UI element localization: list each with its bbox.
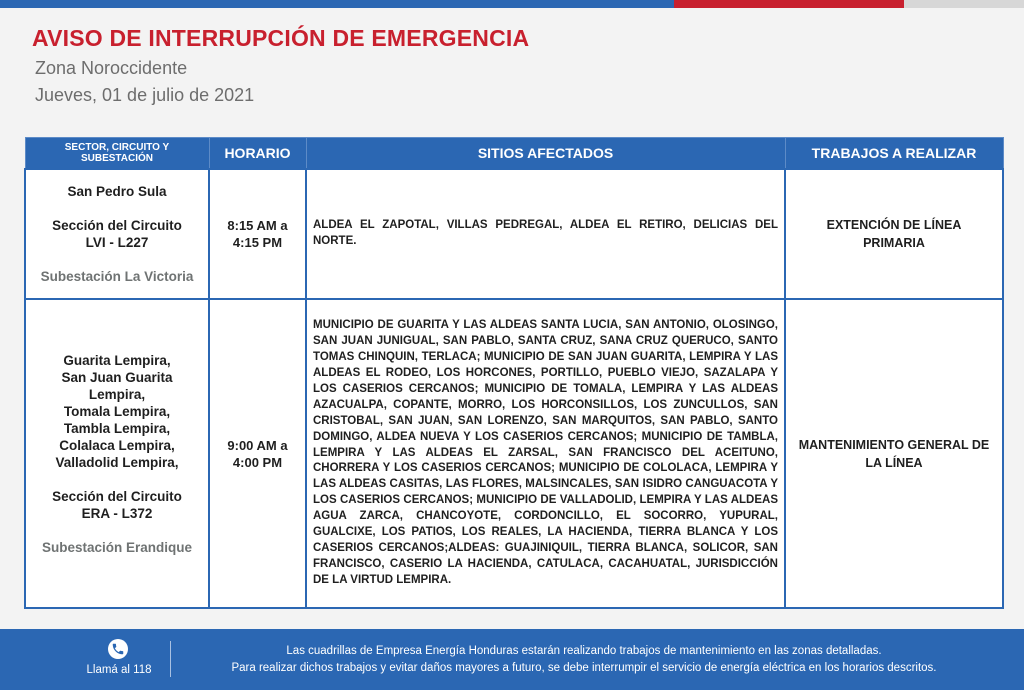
table-header-row [25,138,1003,170]
footer-line-1: Las cuadrillas de Empresa Energía Honduras estarán realizando trabajos de mantenimiento en las zonas detalladas. [286,645,882,657]
work-line-1: MANTENIMIENTO GENERAL DE [798,437,990,452]
works-cell [785,169,1003,299]
sector-name: Valladolid Lempira, [55,454,179,470]
sector-name: Tomala Lempira, [63,403,171,419]
footer-divider [170,641,171,677]
zone-label: Zona Noroccidente [35,58,188,78]
top-accent-bar [0,0,1024,8]
sector-name: San Juan Guarita Lempira, [61,369,173,402]
sector-name: San Pedro Sula [67,184,167,199]
hours-start: 9:00 AM a [227,437,288,453]
sector-cell [25,169,209,299]
phone-icon[interactable] [108,639,128,659]
accent-gray [904,0,1024,8]
notice-date: Jueves, 01 de julio de 2021 [35,85,255,105]
work-line-2: PRIMARIA [863,236,925,250]
work-line-2: LA LÍNEA [865,455,923,470]
col-header-sites: SITIOS AFECTADOS [306,138,785,170]
circuit-label: Sección del Circuito [52,218,182,233]
table-row [25,299,1003,608]
affected-sites: ALDEA EL ZAPOTAL, VILLAS PEDREGAL, ALDEA EL RETIRO, DELICIAS DEL NORTE. [306,169,785,299]
col-header-works: TRABAJOS A REALIZAR [785,138,1003,170]
table-row [25,169,1003,299]
substation-name: Subestación Erandique [41,539,193,555]
hours-end: 4:15 PM [232,235,283,250]
sector-name: Tambla Lempira, [63,420,171,436]
notice-title: AVISO DE INTERRUPCIÓN DE EMERGENCIA [32,25,530,51]
circuit-code: LVI - L227 [85,235,149,250]
call-label[interactable]: Llamá al 118 [86,664,152,676]
sector-name: Colalaca Lempira, [59,437,175,453]
hours-end: 4:00 PM [232,454,283,470]
circuit-label: Sección del Circuito [52,488,182,504]
hours-start: 8:15 AM a [227,218,288,233]
footer-line-2: Para realizar dichos trabajos y evitar daños mayores a futuro, se debe interrumpir el servicio de energía eléctrica en los horarios descritos. [231,662,937,674]
accent-red [674,0,904,8]
accent-blue [0,0,674,8]
circuit-code: ERA - L372 [81,505,153,521]
work-line-1: EXTENCIÓN DE LÍNEA [826,218,962,232]
hours-cell [209,299,306,608]
substation-name: Subestación La Victoria [40,269,194,284]
col-header-hours: HORARIO [209,138,306,170]
interruption-table [24,137,1004,609]
affected-sites: MUNICIPIO DE GUARITA Y LAS ALDEAS SANTA LUCIA, SAN ANTONIO, OLOSINGO, SAN JUAN JUNIGUAL, SAN PABLO, SANTA CRUZ, SANA CRUZ QUERUCO, SANTO TOMAS CHINQUIN, TERLACA; MUNICIPIO DE SAN JUAN GUARITA, LEMPIRA Y LAS ALDEAS EL RODEO, LOS HORCONES, PORTILLO, PUEBLO VIEJO, SAZALAPA Y LOS CASERIOS CERCANOS; MUNICIPIO DE TOMALA, LEMPIRA Y LAS ALDEAS AZACUALPA, COPANTE, MORRO, LOS HORCONSILLOS, LOS ZUNCULLOS, SAN CRISTOBAL, SAN JUAN, SAN LORENZO, SAN MARQUITOS, SAN PABLO, SANTO DOMINGO, ALDEA NUEVA Y LOS CASERIOS CERCANOS; MUNICIPIO DE TAMBLA, LEMPIRA Y LAS ALDEAS EL ZARSAL, SAN FRANCISCO DEL ACEITUNO, CHORRERA Y LOS CASERIOS CERCANOS; MUNICIPIO DE COLOLACA, LEMPIRA Y LAS ALDEAS CASITAS, LAS FLORES, MALSINCALES, SAN ISIDRO CANGUACOTA Y LOS CASERIOS CERCANOS; MUNICIPIO DE VALLADOLID, LEMPIRA Y LAS ALDEAS AGUA ZARCA, CHANCOYOTE, CORDONCILLO, EL SOCORRO, YUPURAL, GUALCIXE, LOS PATIOS, LOS REALES, LA HACIENDA, TIERRA BLANCA Y LOS CASERIOS CERCANOS;ALDEAS: GUAJINIQUIL, TIERRA BLANCA, SOLICOR, SAN FRANCISCO, CASERIO LA HACIENDA, CATULACA, CACAHUATAL, JURISDICCIÓN DE LA VIRTUD LEMPIRA. [306,299,785,608]
sector-name: Guarita Lempira, [63,352,171,368]
footer-bar [0,629,1024,690]
footer-message [180,643,988,677]
hours-cell [209,169,306,299]
works-cell [785,299,1003,608]
sector-cell [25,299,209,608]
col-header-sector: SECTOR, CIRCUITO Y SUBESTACIÓN [25,138,209,170]
